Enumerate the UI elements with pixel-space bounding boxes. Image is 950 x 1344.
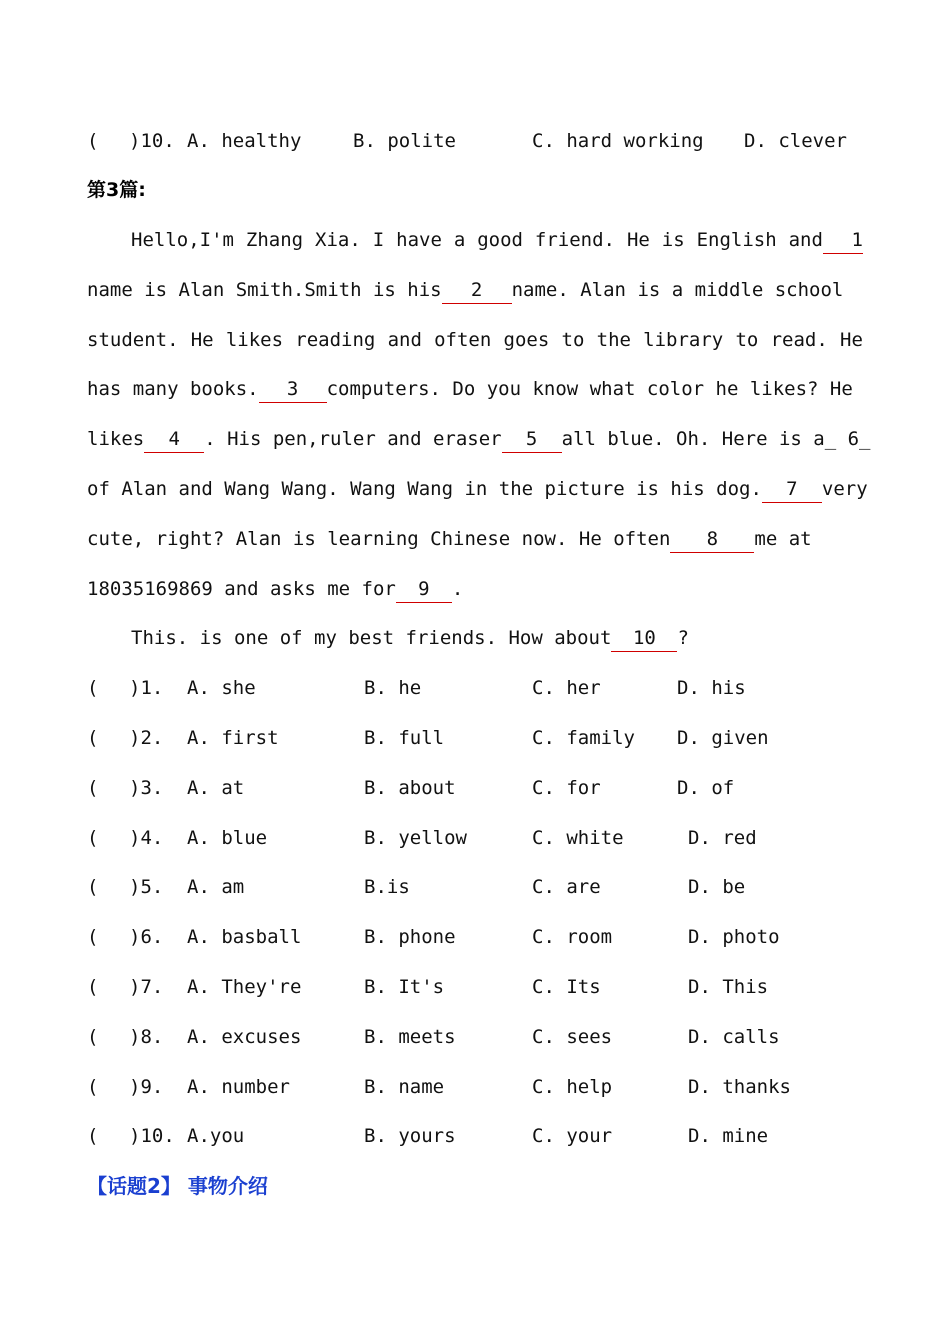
option-d: D. calls xyxy=(688,1026,780,1048)
word: He xyxy=(840,329,863,351)
passage-text: all blue. Oh. Here is a_ 6_ xyxy=(561,428,871,450)
passage-text: ? xyxy=(677,627,689,649)
option-d: D. clever xyxy=(744,130,847,152)
passage-text: name. Alan is a middle school xyxy=(511,279,844,301)
option-c: C. sees xyxy=(532,1026,613,1048)
question-number: )9. xyxy=(129,1076,164,1098)
passage-line-1 xyxy=(131,225,863,255)
option-d: D. be xyxy=(688,876,746,898)
word: library xyxy=(643,329,724,351)
option-c: C. your xyxy=(532,1125,613,1147)
word: friend. xyxy=(534,229,615,251)
option-c: C. hard working xyxy=(532,130,704,152)
word: often xyxy=(434,329,492,351)
word: good xyxy=(477,229,523,251)
option-b: B.is xyxy=(364,876,410,898)
passage-text: This. is one of my best friends. How about xyxy=(131,627,612,649)
passage-text: me at xyxy=(754,528,812,550)
option-d: D. mine xyxy=(688,1125,769,1147)
answer-paren: ( xyxy=(87,130,99,152)
passage-line-2 xyxy=(87,275,863,305)
option-a: A. excuses xyxy=(187,1026,302,1048)
word: I xyxy=(372,229,385,251)
answer-paren: ( xyxy=(87,677,99,699)
passage-text: of Alan and Wang Wang. Wang Wang in the picture is his dog. xyxy=(87,478,762,500)
blank-4: 4 xyxy=(144,428,204,453)
option-b: B. yours xyxy=(364,1125,456,1147)
word: to xyxy=(735,329,759,351)
option-c: C. her xyxy=(532,677,601,699)
passage-text: computers. Do you know what color he likes? He xyxy=(326,378,853,400)
passage-text: very xyxy=(821,478,868,500)
question-number: )3. xyxy=(129,777,164,799)
question-6 xyxy=(87,922,887,952)
passage-line-9 xyxy=(131,623,907,653)
blank-3: 3 xyxy=(259,378,327,403)
blank-5: 5 xyxy=(502,428,562,453)
answer-paren: ( xyxy=(87,1026,99,1048)
word: a xyxy=(453,229,466,251)
word: and xyxy=(788,229,823,251)
word: reading xyxy=(295,329,376,351)
blank-7: 7 xyxy=(762,478,822,503)
answer-paren: ( xyxy=(87,1125,99,1147)
question-10 xyxy=(87,1121,887,1151)
option-b: B. yellow xyxy=(364,827,467,849)
word: is xyxy=(661,229,685,251)
section-heading: 第3篇: xyxy=(87,179,146,201)
word: to xyxy=(561,329,585,351)
word: student. xyxy=(87,329,179,351)
option-b: B. phone xyxy=(364,926,456,948)
question-7 xyxy=(87,972,887,1002)
topic-heading: 【话题2】 事物介绍 xyxy=(87,1174,268,1198)
passage-text: has many books. xyxy=(87,378,259,400)
word-with-blank xyxy=(789,225,863,255)
blank-8: 8 xyxy=(670,528,754,553)
passage-line-6 xyxy=(87,474,868,504)
word: the xyxy=(596,329,631,351)
question-number: )2. xyxy=(129,727,164,749)
option-c: C. help xyxy=(532,1076,613,1098)
question-number: )7. xyxy=(129,976,164,998)
passage-line-4 xyxy=(87,374,863,404)
question-number: )10. xyxy=(129,1125,175,1147)
answer-paren: ( xyxy=(87,827,99,849)
passage-text: 18035169869 and asks me for xyxy=(87,578,396,600)
option-d: D. given xyxy=(677,727,769,749)
passage-text: . His pen,ruler and eraser xyxy=(204,428,502,450)
option-d: D. thanks xyxy=(688,1076,791,1098)
question-8 xyxy=(87,1022,887,1052)
option-c: C. family xyxy=(532,727,635,749)
question-number: )8. xyxy=(129,1026,164,1048)
option-a: A. she xyxy=(187,677,256,699)
passage-text: likes xyxy=(87,428,145,450)
option-a: A. blue xyxy=(187,827,268,849)
question-5 xyxy=(87,872,887,902)
question-prev-10 xyxy=(87,126,887,156)
option-b: B. polite xyxy=(353,130,456,152)
question-9 xyxy=(87,1072,887,1102)
option-a: A. am xyxy=(187,876,245,898)
passage-line-7 xyxy=(87,524,863,554)
option-c: C. white xyxy=(532,827,624,849)
option-b: B. he xyxy=(364,677,422,699)
option-a: A. first xyxy=(187,727,279,749)
question-1 xyxy=(87,673,887,703)
word: Hello,I'm xyxy=(131,229,234,251)
option-d: D. photo xyxy=(688,926,780,948)
word: Xia. xyxy=(315,229,361,251)
option-c: C. are xyxy=(532,876,601,898)
option-d: D. red xyxy=(688,827,757,849)
answer-paren: ( xyxy=(87,777,99,799)
option-a: A. at xyxy=(187,777,245,799)
word: and xyxy=(387,329,422,351)
question-number: )4. xyxy=(129,827,164,849)
question-number: )10. xyxy=(129,130,175,152)
option-a: A. number xyxy=(187,1076,290,1098)
option-b: B. full xyxy=(364,727,445,749)
answer-paren: ( xyxy=(87,727,99,749)
option-a: A. healthy xyxy=(187,130,302,152)
answer-paren: ( xyxy=(87,926,99,948)
word: He xyxy=(190,329,214,351)
word: have xyxy=(396,229,442,251)
question-4 xyxy=(87,823,887,853)
option-d: D. This xyxy=(688,976,769,998)
passage-text: . xyxy=(451,578,464,600)
blank-10: 10 xyxy=(611,627,677,652)
word: read. xyxy=(770,329,828,351)
option-d: D. of xyxy=(677,777,735,799)
passage-line-3 xyxy=(87,325,863,355)
option-c: C. for xyxy=(532,777,601,799)
blank-9: 9 xyxy=(396,578,452,603)
answer-paren: ( xyxy=(87,976,99,998)
question-2 xyxy=(87,723,887,753)
option-a: A. They're xyxy=(187,976,302,998)
option-d: D. his xyxy=(677,677,746,699)
blank-2: 2 xyxy=(442,279,512,304)
option-b: B. name xyxy=(364,1076,445,1098)
passage-text: name is Alan Smith.Smith is his xyxy=(87,279,442,301)
option-b: B. It's xyxy=(364,976,445,998)
word: English xyxy=(696,229,777,251)
passage-text: cute, right? Alan is learning Chinese now. He often xyxy=(87,528,671,550)
option-b: B. meets xyxy=(364,1026,456,1048)
passage-line-8 xyxy=(87,574,863,604)
blank-1: 1 xyxy=(823,229,863,254)
option-a: A. basball xyxy=(187,926,302,948)
word: He xyxy=(626,229,650,251)
question-number: )1. xyxy=(129,677,164,699)
answer-paren: ( xyxy=(87,1076,99,1098)
passage-line-5 xyxy=(87,424,871,454)
answer-paren: ( xyxy=(87,876,99,898)
word: likes xyxy=(225,329,284,351)
option-a: A.you xyxy=(187,1125,245,1147)
option-c: C. Its xyxy=(532,976,601,998)
option-c: C. room xyxy=(532,926,613,948)
question-number: )5. xyxy=(129,876,164,898)
option-b: B. about xyxy=(364,777,456,799)
question-3 xyxy=(87,773,887,803)
question-number: )6. xyxy=(129,926,164,948)
word: Zhang xyxy=(245,229,304,251)
word: goes xyxy=(503,329,550,351)
